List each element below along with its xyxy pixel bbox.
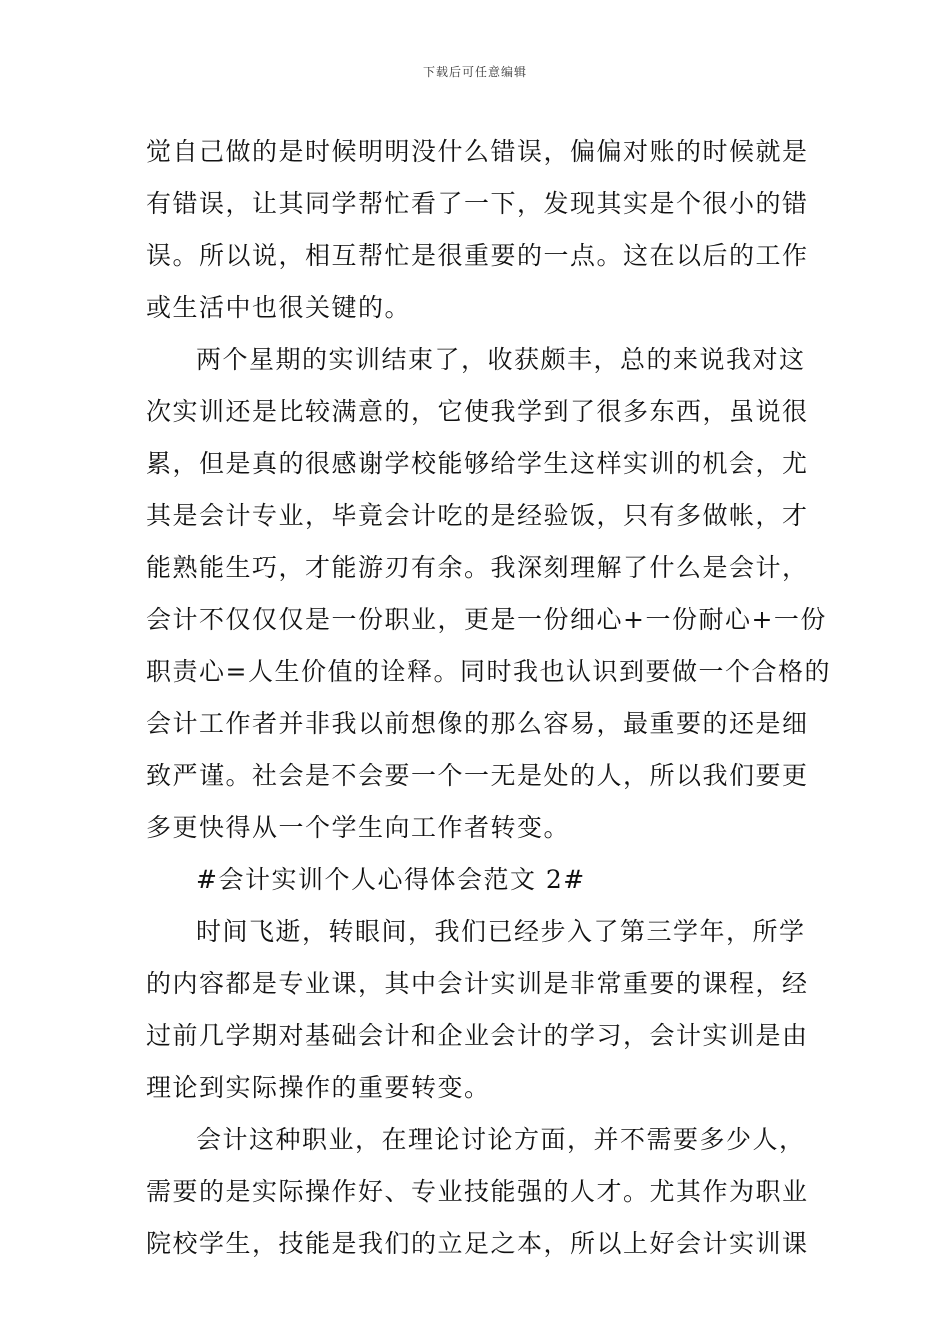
text-line: 两个星期的实训结束了，收获颇丰，总的来说我对这	[196, 345, 806, 374]
text-line: 需要的是实际操作好、专业技能强的人才。尤其作为职业	[146, 1177, 809, 1206]
text-line: 能熟能生巧，才能游刃有余。我深刻理解了什么是会计，	[146, 553, 809, 582]
text-line: 误。所以说，相互帮忙是很重要的一点。这在以后的工作	[146, 241, 809, 270]
text-line: 多更快得从一个学生向工作者转变。	[146, 813, 571, 842]
section-heading: #会计实训个人心得体会范文 2#	[196, 865, 586, 894]
text-line: 觉自己做的是时候明明没什么错误，偏偏对账的时候就是	[146, 137, 809, 166]
text-line: 时间飞逝，转眼间，我们已经步入了第三学年，所学	[196, 917, 806, 946]
text-line: 职责心=人生价值的诠释。同时我也认识到要做一个合格的	[146, 657, 831, 686]
text-line: 次实训还是比较满意的，它使我学到了很多东西，虽说很	[146, 397, 809, 426]
text-line: 过前几学期对基础会计和企业会计的学习，会计实训是由	[146, 1021, 809, 1050]
text-line: 有错误，让其同学帮忙看了一下，发现其实是个很小的错	[146, 189, 809, 218]
text-line: 会计不仅仅仅是一份职业，更是一份细心+一份耐心+一份	[146, 605, 827, 634]
text-line: 院校学生，技能是我们的立足之本，所以上好会计实训课	[146, 1229, 809, 1258]
text-line: 或生活中也很关键的。	[146, 293, 412, 322]
text-line: 的内容都是专业课，其中会计实训是非常重要的课程，经	[146, 969, 809, 998]
text-line: 致严谨。社会是不会要一个一无是处的人，所以我们要更	[146, 761, 809, 790]
text-line: 会计工作者并非我以前想像的那么容易，最重要的还是细	[146, 709, 809, 738]
text-line: 其是会计专业，毕竟会计吃的是经验饭，只有多做帐，才	[146, 501, 809, 530]
document-body	[146, 126, 831, 1270]
text-line: 理论到实际操作的重要转变。	[146, 1073, 491, 1102]
text-line: 累，但是真的很感谢学校能够给学生这样实训的机会，尤	[146, 449, 809, 478]
page-header: 下载后可任意编辑	[422, 65, 527, 79]
text-line: 会计这种职业，在理论讨论方面，并不需要多少人，	[196, 1125, 806, 1154]
